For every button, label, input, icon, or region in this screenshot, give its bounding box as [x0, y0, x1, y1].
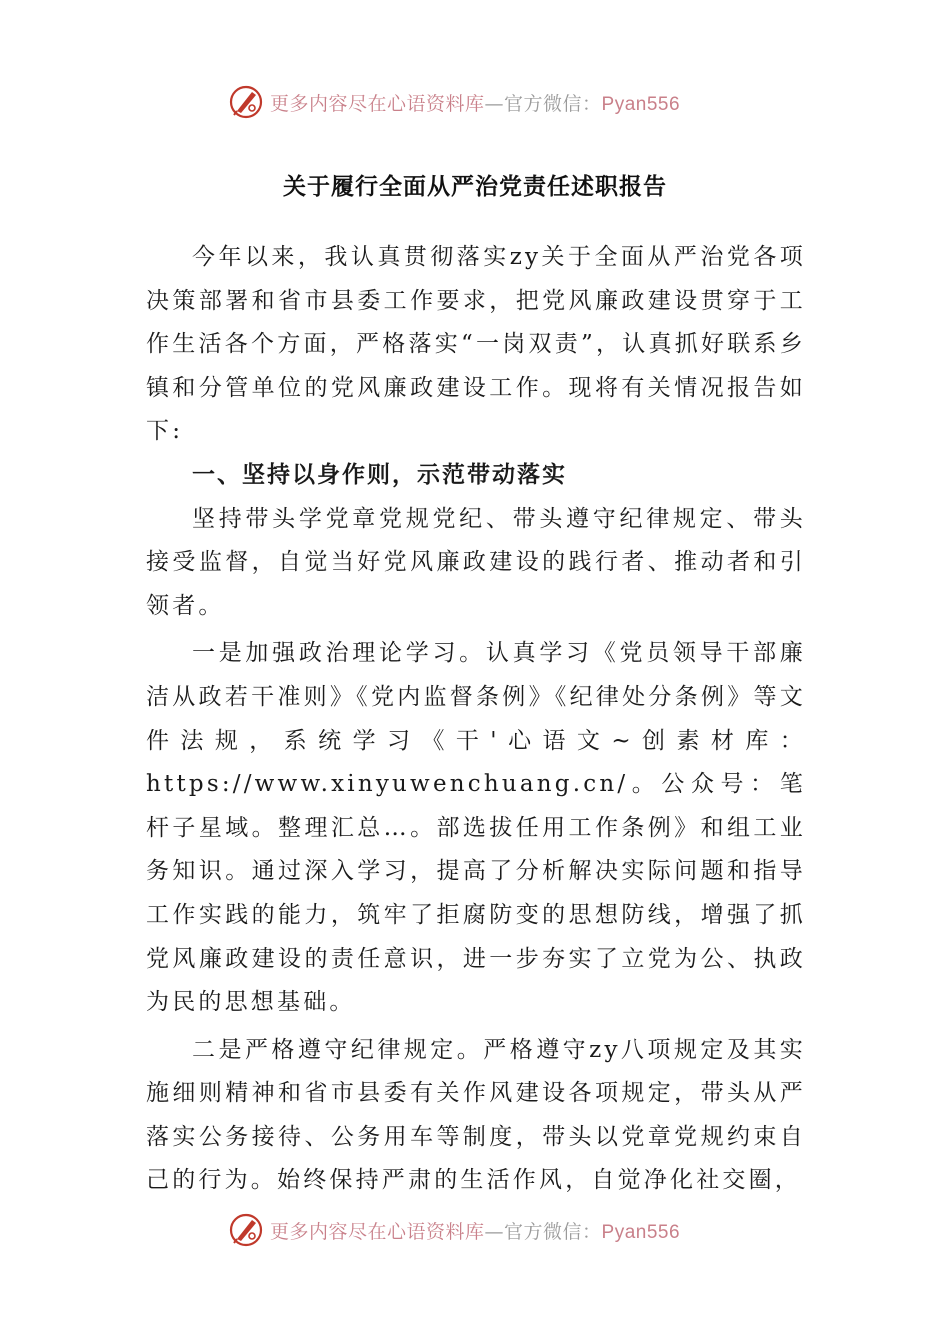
banner-text: [270, 1217, 680, 1244]
section-heading: 一、坚持以身作则，示范带动落实: [192, 461, 567, 488]
banner-site-name: 更多内容尽在心语资料库: [270, 92, 485, 115]
intro-paragraph: 今年以来，我认真贯彻落实zy关于全面从严治党各项决策部署和省市县委工作要求，把党风廉政建设贯穿于工作生活各个方面，严格落实“一岗双责”，认真抓好联系乡镇和分管单位的党风廉政建设工作。现将有关情况报告如下:: [146, 244, 806, 445]
quill-logo-icon: [228, 1212, 264, 1248]
document-body: [146, 236, 806, 1203]
banner-site-name: 更多内容尽在心语资料库: [270, 1220, 485, 1243]
banner-wechat-id: Pyan556: [601, 93, 681, 115]
quill-logo-icon: [228, 84, 264, 120]
banner-dash: —: [484, 1220, 505, 1243]
banner-dash: —: [484, 92, 505, 115]
banner-wechat-id: Pyan556: [601, 1221, 681, 1243]
section-paragraph: 坚持带头学党章党规党纪、带头遵守纪律规定、带头接受监督，自觉当好党风廉政建设的践行者、推动者和引领者。: [146, 505, 806, 619]
banner-wechat-label: 官方微信：: [504, 1220, 602, 1243]
header-banner: [228, 80, 728, 124]
banner-text: [270, 89, 680, 116]
banner-wechat-label: 官方微信：: [504, 92, 602, 115]
study-paragraph: 一是加强政治理论学习。认真学习《党员领导干部廉洁从政若干准则》《党内监督条例》《纪律处分条例》等文件法规，系统学习《干'心语文~创素材库：https://www.xinyuwenchuang.cn/。公众号：笔杆子星域。整理汇总…。部选拔任用工作条例》和组工业务知识。通过深入学习，提高了分析解决实际问题和指导工作实践的能力，筑牢了拒腐防变的思想防线，增强了抓党风廉政建设的责任意识，进一步夯实了立党为公、执政为民的思想基础。: [146, 640, 806, 1016]
footer-banner: [228, 1208, 728, 1252]
document-title: 关于履行全面从严治党责任述职报告: [283, 174, 667, 200]
discipline-paragraph: 二是严格遵守纪律规定。严格遵守zy八项规定及其实施细则精神和省市县委有关作风建设各项规定，带头从严落实公务接待、公务用车等制度，带头以党章党规约束自己的行为。始终保持严肃的生活作风，自觉净化社交圈，: [146, 1036, 806, 1194]
